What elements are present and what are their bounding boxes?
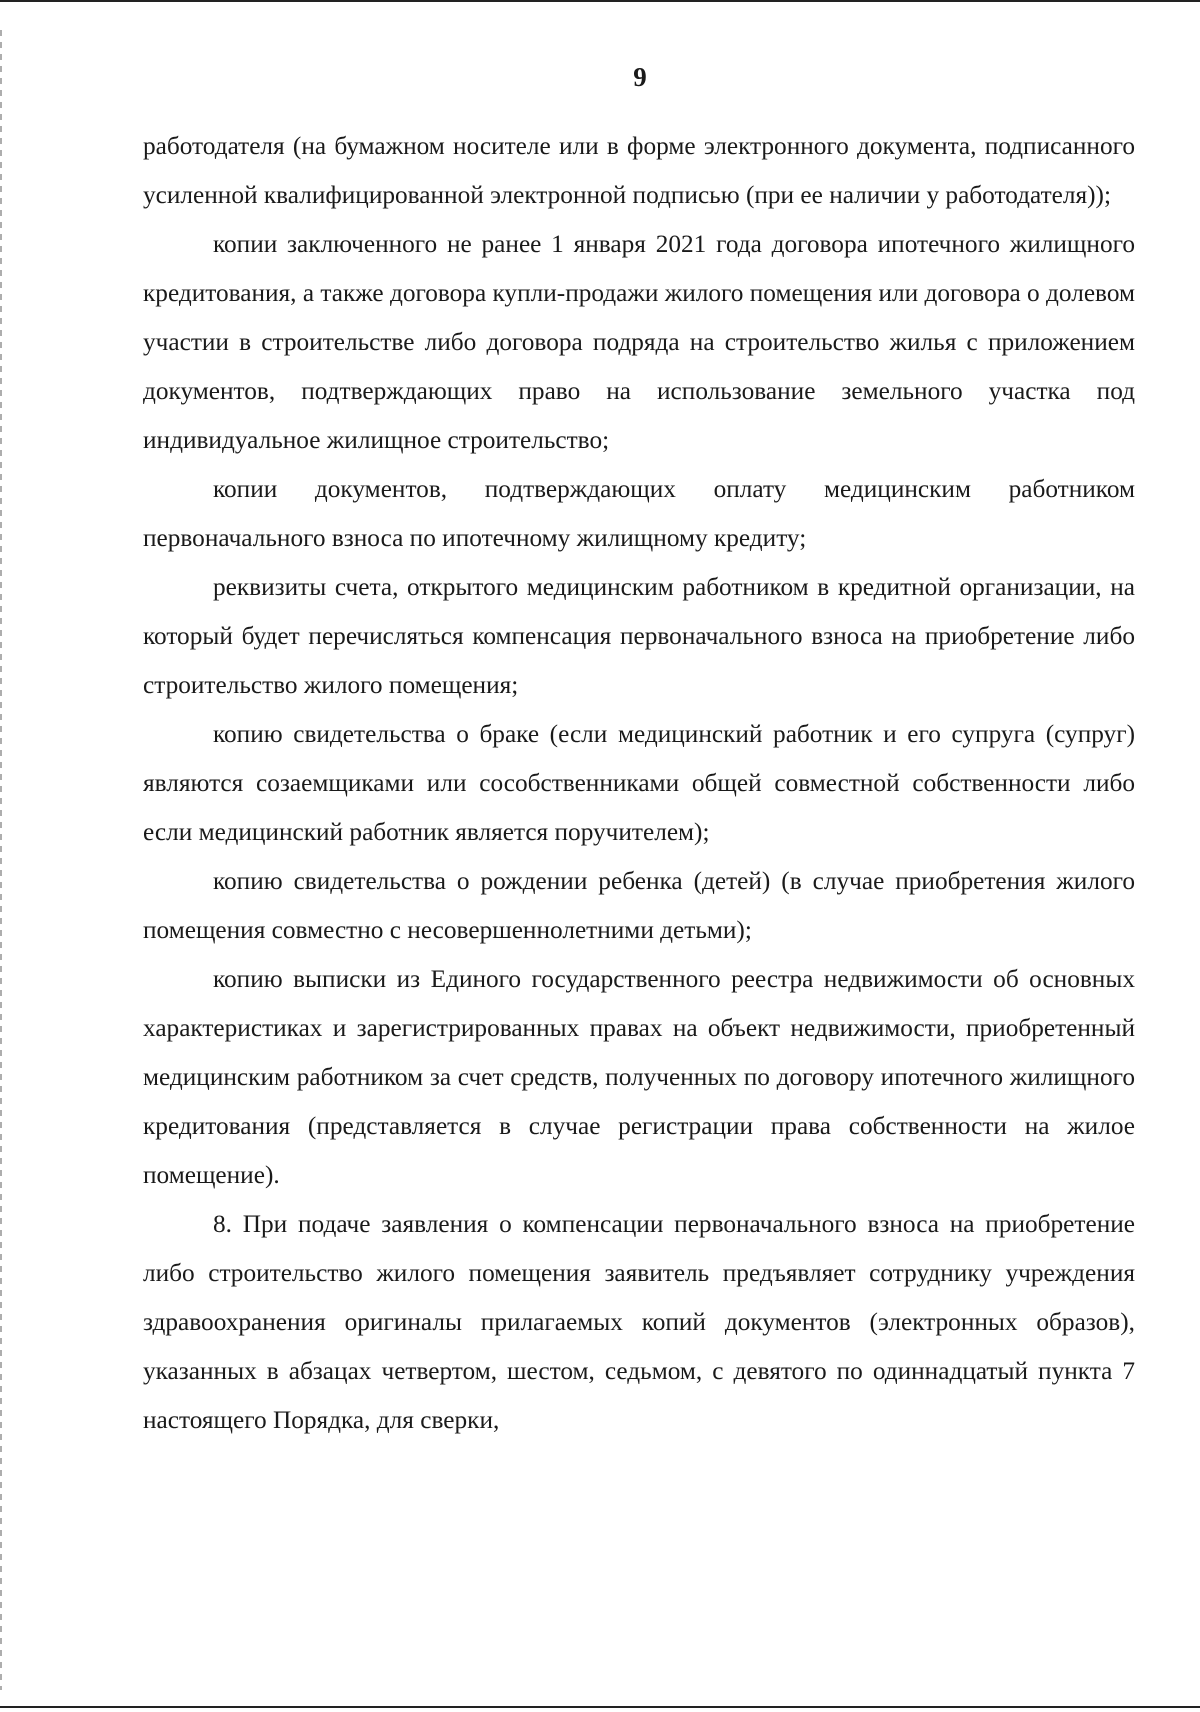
paragraph-birth-certificate: копию свидетельства о рождении ребенка (детей) (в случае приобретения жилого помещения совместно с несовершеннолетними детьми); <box>143 867 1135 944</box>
paragraph-bank-account-details: реквизиты счета, открытого медицинским работником в кредитной организации, на который будет перечисляться компенсация первоначального взноса на приобретение либо строительство жилого помещения; <box>143 573 1135 699</box>
paragraph-mortgage-contract-copies: копии заключенного не ранее 1 января 2021 года договора ипотечного жилищного кредитования, а также договора купли-продажи жилого помещения или договора о долевом участии в строительстве либо договора подряда на строительство жилья с приложением документов, подтверждающих право на использование земельного участка под индивидуальное жилищное строительство; <box>143 230 1135 454</box>
page-number: 9 <box>633 62 647 92</box>
scan-edge-left <box>0 30 2 1690</box>
scan-edge-bottom <box>0 1706 1200 1708</box>
paragraph-item-8: 8. При подаче заявления о компенсации первоначального взноса на приобретение либо строительство жилого помещения заявитель предъявляет сотруднику учреждения здравоохранения оригиналы прилагаемых копий документов (электронных образов), указанных в абзацах четвертом, шестом, седьмом, с девятого по одиннадцатый пункта 7 настоящего Порядка, для сверки, <box>143 1210 1135 1434</box>
paragraph-registry-extract: копию выписки из Единого государственного реестра недвижимости об основных характеристиках и зарегистрированных правах на объект недвижимости, приобретенный медицинским работником за счет средств, полученных по договору ипотечного жилищного кредитования (представляется в случае регистрации права собственности на жилое помещение). <box>143 965 1135 1189</box>
paragraph-employer-document: работодателя (на бумажном носителе или в форме электронного документа, подписанного усиленной квалифицированной электронной подписью (при ее наличии у работодателя)); <box>143 132 1135 209</box>
document-body <box>143 122 1135 1445</box>
paragraph-payment-documents: копии документов, подтверждающих оплату медицинским работником первоначального взноса по ипотечному жилищному кредиту; <box>143 475 1135 552</box>
paragraph-marriage-certificate: копию свидетельства о браке (если медицинский работник и его супруга (супруг) являются созаемщиками или сособственниками общей совместной собственности либо если медицинский работник является поручителем); <box>143 720 1135 846</box>
scan-edge-top <box>0 0 1200 2</box>
